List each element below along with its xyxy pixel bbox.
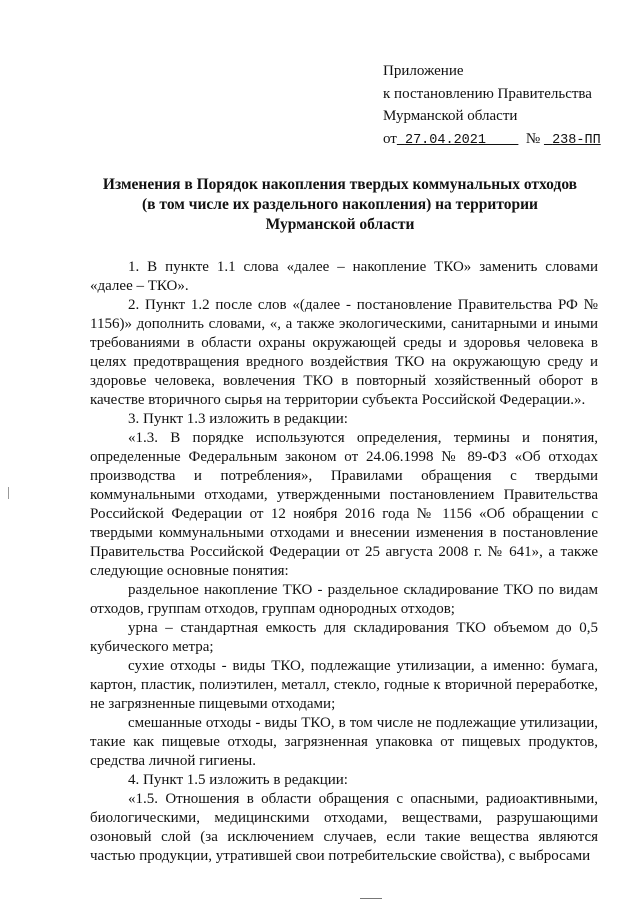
paragraph: 3. Пункт 1.3 изложить в редакции: <box>128 411 348 427</box>
title-line-1: Изменения в Порядок накопления твердых коммунальных отходов <box>102 176 578 193</box>
scan-bottom-mark <box>360 898 382 899</box>
paragraph: урна – стандартная емкость для складирования ТКО объемом до 0,5 кубического метра; <box>90 620 598 655</box>
paragraph: «1.3. В порядке используются определения, термины и понятия, определенные Федеральным законом от 24.06.1998 № 89-ФЗ «Об отходах производства и потребления», Правилами обращения с твердыми коммунальными отходами, утвержденными постановлением Правительства Российской Федерации от 12 ноября 2016 года № 1156 «Об обращении с твердыми коммунальными отходами и внесении изменения в постановление Правительства Российской Федерации от 25 августа 2008 г. № 641», а также следующие основные понятия: <box>90 430 598 579</box>
paragraph: сухие отходы - виды ТКО, подлежащие утилизации, а именно: бумага, картон, пластик, полиэтилен, металл, стекло, годные к вторичной переработке, не загрязненные пищевыми отходами; <box>90 658 598 712</box>
paragraph: 1. В пункте 1.1 слова «далее – накопление ТКО» заменить словами «далее – ТКО». <box>90 259 598 294</box>
document-title <box>80 175 600 235</box>
paragraph: смешанные отходы - виды ТКО, в том числе не подлежащие утилизации, такие как пищевые отходы, загрязненная упаковка от пищевых продуктов, средства личной гигиены. <box>90 715 598 769</box>
document-body <box>90 258 598 866</box>
appendix-line-1: Приложение <box>383 63 464 79</box>
paragraph: 2. Пункт 1.2 после слов «(далее - постановление Правительства РФ № 1156)» дополнить словами, «, а также экологическими, санитарными и иными требованиями в области охраны окружающей среды и здоровья человека в целях предотвращения вредного воздействия ТКО на окружающую среду и здоровье человека, вовлечения ТКО в повторный хозяйственный оборот в качестве вторичного сырья на территории субъекта Российской Федерации.». <box>90 297 598 408</box>
paragraph: 4. Пункт 1.5 изложить в редакции: <box>128 772 348 788</box>
appendix-date-number-line <box>383 128 623 153</box>
appendix-header <box>383 60 623 152</box>
number-prefix: № <box>525 130 541 147</box>
paragraph: «1.5. Отношения в области обращения с опасными, радиоактивными, биологическими, медицинскими отходами, веществами, разрушающими озоновый слой (за исключением случаев, если такие вещества являются частью продукции, утратившей свои потребительские свойства), с выбросами <box>90 791 598 864</box>
appendix-line-2: к постановлению Правительства <box>383 85 592 102</box>
date-prefix: от <box>383 130 397 147</box>
scan-margin-mark <box>8 487 9 499</box>
appendix-line-3: Мурманской области <box>383 108 518 124</box>
title-line-2: (в том числе их раздельного накопления) на территории <box>142 196 538 213</box>
number-value: 238-ПП <box>552 132 601 148</box>
title-line-3: Мурманской области <box>265 216 415 233</box>
date-value: 27.04.2021 <box>404 132 486 148</box>
paragraph: раздельное накопление ТКО - раздельное складирование ТКО по видам отходов, группам отходов, группам однородных отходов; <box>90 582 598 617</box>
